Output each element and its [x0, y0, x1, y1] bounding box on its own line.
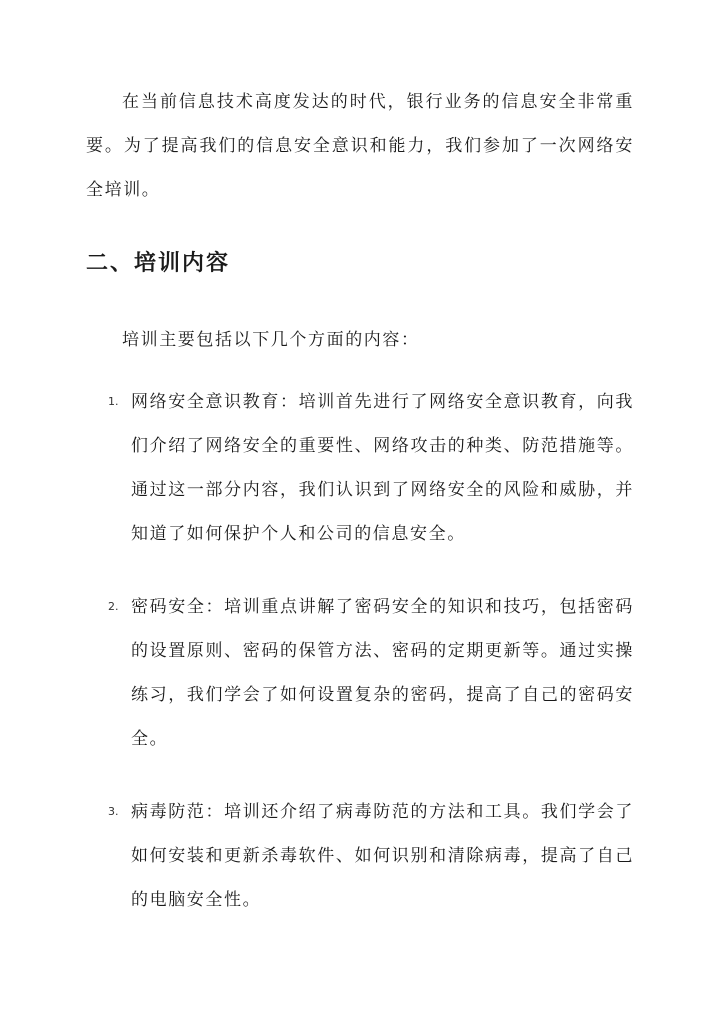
training-content-list: [86, 380, 634, 922]
list-item-number: 1.: [108, 395, 119, 408]
list-item: [86, 790, 634, 922]
list-item-text: 病毒防范：培训还介绍了病毒防范的方法和工具。我们学会了如何安装和更新杀毒软件、如何识别和清除病毒，提高了自己的电脑安全性。: [131, 802, 634, 910]
section-heading: 二、培训内容: [86, 251, 231, 276]
list-item: [86, 380, 634, 556]
list-item: [86, 585, 634, 761]
intro-paragraph: 在当前信息技术高度发达的时代，银行业务的信息安全非常重要。为了提高我们的信息安全意识和能力，我们参加了一次网络安全培训。: [86, 92, 634, 200]
list-item-number: 3.: [108, 805, 119, 818]
section-intro: 培训主要包括以下几个方面的内容：: [122, 330, 420, 350]
list-item-number: 2.: [108, 600, 119, 613]
list-item-text: 密码安全：培训重点讲解了密码安全的知识和技巧，包括密码的设置原则、密码的保管方法、密码的定期更新等。通过实操练习，我们学会了如何设置复杂的密码，提高了自己的密码安全。: [131, 597, 634, 749]
list-item-text: 网络安全意识教育：培训首先进行了网络安全意识教育，向我们介绍了网络安全的重要性、网络攻击的种类、防范措施等。通过这一部分内容，我们认识到了网络安全的风险和威胁，并知道了如何保护个人和公司的信息安全。: [131, 392, 634, 544]
